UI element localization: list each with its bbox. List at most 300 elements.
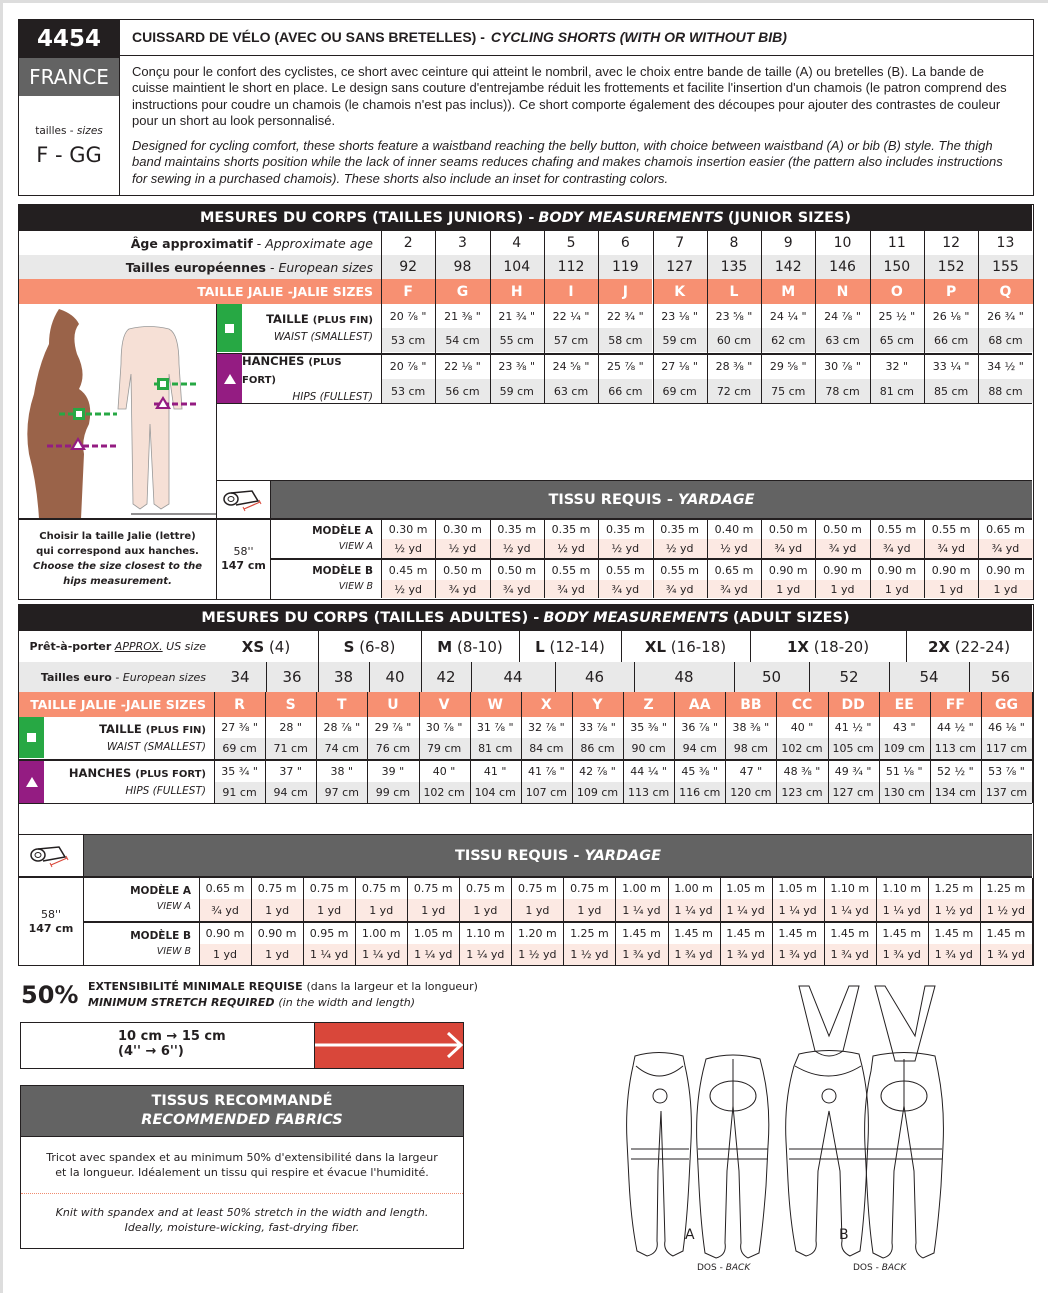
age-cell: 5: [566, 235, 576, 251]
col-divider: [772, 878, 773, 965]
row-divider: [19, 803, 1032, 804]
col-divider: [367, 692, 368, 803]
jalie-size-cell: I: [544, 279, 598, 304]
col-divider: [435, 519, 436, 598]
col-divider: [615, 878, 616, 965]
hips-in-cell: 27 ⅛ ": [661, 360, 698, 373]
fabric-width: 58'' 147 cm: [221, 544, 266, 572]
view-b-front-drawing: [786, 986, 869, 1256]
size-range-block: [19, 96, 119, 195]
age-cell: 13: [996, 235, 1015, 251]
jalie-size-cell: G: [435, 279, 489, 304]
hips-in-cell: 22 ⅛ ": [444, 360, 481, 373]
waist-cm-cell: 81 cm: [470, 738, 521, 759]
waist-cm-cell: 105 cm: [828, 738, 879, 759]
view-a-yards: ¾ yd: [761, 539, 815, 558]
euro-size-cell: 36: [266, 662, 318, 692]
fabrics-title-fr: TISSUS RECOMMANDÉ: [151, 1093, 333, 1109]
view-b-yards: 1 yd: [870, 580, 924, 598]
body-figure-illustration: [19, 304, 216, 519]
waist-in-cell: 26 ⅛ ": [932, 309, 970, 323]
col-divider: [555, 662, 556, 692]
col-divider: [369, 662, 370, 692]
waist-cm-cell: 68 cm: [978, 328, 1032, 352]
jalie-size-cell: S: [265, 692, 316, 717]
view-a-label: MODÈLE A VIEW A: [312, 524, 373, 552]
jalie-size-cell: EE: [879, 692, 930, 717]
view-a-yards: 1 ½ yd: [980, 899, 1032, 921]
col-divider: [720, 878, 721, 965]
euro-size-cell: 155: [978, 255, 1032, 279]
view-a-meters: 0.65 m: [205, 882, 245, 895]
hips-cm-cell: 116 cm: [674, 782, 725, 803]
hips-cm-cell: 113 cm: [623, 782, 674, 803]
view-a-meters: 1.10 m: [830, 882, 870, 895]
col-divider: [761, 231, 762, 403]
view-a-yards: ½ yd: [435, 539, 489, 558]
view-a-meters: 0.35 m: [551, 522, 591, 536]
waist-in-cell: 21 ⅜ ": [444, 309, 481, 323]
col-divider: [824, 878, 825, 965]
view-b-yards: 1 ¾ yd: [928, 944, 980, 965]
view-b-yards: 1 yd: [815, 580, 869, 598]
view-a-meters: 0.35 m: [660, 522, 699, 536]
view-b-label: B: [839, 1227, 849, 1243]
euro-size-cell: 42: [421, 662, 471, 692]
jalie-size-cell: P: [924, 279, 978, 304]
euro-size-label: Tailles européennes - European sizes: [19, 255, 381, 279]
us-size-cell: L (12-14): [535, 637, 605, 656]
stretch-label-fr: EXTENSIBILITÉ MINIMALE REQUISE (dans la largeur et la longueur): [88, 980, 478, 993]
col-divider: [1033, 519, 1034, 598]
col-divider: [1032, 692, 1033, 803]
stretch-percent: 50%: [21, 981, 79, 1009]
view-a-meters: 1.25 m: [934, 882, 974, 895]
jalie-size-cell: Y: [572, 692, 623, 717]
waist-label: TAILLE (PLUS FIN) WAIST (SMALLEST): [99, 721, 206, 753]
description-en: Designed for cycling comfort, these shorts feature a waistband reaching the belly button, with choice between waistband (A) or bib (B) style. The thigh band maintains shorts position while the lack of inner seams reduces chafing and makes chamois insertion easier (the pattern also includes instructions for sewing in a purchased chamois). These shorts also include an inset for contrasting colors.: [132, 137, 1003, 186]
view-a-yards: 1 ¼ yd: [876, 899, 928, 921]
euro-size-cell: 152: [924, 255, 978, 279]
view-a-label: MODÈLE A VIEW A: [130, 885, 191, 912]
col-divider: [251, 878, 252, 965]
euro-size-cell: 50: [734, 662, 809, 692]
col-divider: [598, 519, 599, 598]
jalie-size-cell: Q: [978, 279, 1032, 304]
hips-cm-cell: 94 cm: [265, 782, 316, 803]
view-a-meters: 0.75 m: [465, 882, 505, 895]
col-divider: [707, 231, 708, 403]
col-divider: [809, 662, 810, 692]
waist-in-cell: 44 ½ ": [937, 721, 974, 734]
hips-marker-icon: [19, 761, 44, 803]
view-b-meters: 0.50 m: [443, 563, 482, 577]
hips-in-cell: 53 ⅞ ": [988, 765, 1025, 778]
col-divider: [421, 631, 422, 662]
view-a-yards: ½ yd: [544, 539, 598, 558]
hips-in-cell: 51 ⅛ ": [885, 765, 923, 778]
junior-yardage-title: TISSU REQUIS - YARDAGE: [271, 481, 1032, 518]
view-a-meters: 0.65 m: [986, 522, 1025, 536]
age-cell: 3: [457, 235, 467, 251]
view-b-back-drawing: [865, 986, 944, 1258]
jalie-size-cell: H: [490, 279, 544, 304]
col-divider: [924, 519, 925, 598]
col-divider: [303, 878, 304, 965]
col-divider: [906, 631, 907, 662]
fabric-width: 58'' 147 cm: [28, 907, 74, 935]
view-a-meters: 0.75 m: [570, 882, 609, 895]
jalie-size-cell: J: [598, 279, 652, 304]
col-divider: [511, 878, 512, 965]
waist-cm-cell: 63 cm: [815, 328, 869, 352]
view-b-yards: 1 ¾ yd: [720, 944, 772, 965]
col-divider: [776, 692, 777, 803]
hips-cm-cell: 134 cm: [930, 782, 981, 803]
view-a-meters: 0.30 m: [443, 522, 482, 536]
hips-cm-cell: 66 cm: [598, 379, 652, 403]
col-divider: [969, 662, 970, 692]
waist-cm-cell: 57 cm: [544, 328, 598, 352]
view-b-meters: 0.90 m: [205, 927, 245, 940]
age-cell: 4: [512, 235, 522, 251]
view-a-meters: 1.05 m: [778, 882, 818, 895]
view-b-meters: 1.20 m: [518, 927, 557, 940]
hips-cm-cell: 120 cm: [725, 782, 776, 803]
col-divider: [490, 519, 491, 598]
junior-table-title: MESURES DU CORPS (TAILLES JUNIORS) - BODY MEASUREMENTS (JUNIOR SIZES): [19, 205, 1032, 231]
view-b-meters: 0.90 m: [986, 563, 1025, 577]
waist-in-cell: 30 ⅞ ": [425, 721, 463, 734]
age-cell: 7: [675, 235, 685, 251]
hips-cm-cell: 75 cm: [761, 379, 815, 403]
view-a-yards: ½ yd: [490, 539, 544, 558]
hips-cm-cell: 59 cm: [490, 379, 544, 403]
col-divider: [707, 519, 708, 598]
hips-in-cell: 38 ": [330, 765, 354, 778]
view-a-yards: 1 yd: [251, 899, 303, 921]
view-a-yards: 1 ¼ yd: [772, 899, 824, 921]
euro-size-cell: 119: [598, 255, 652, 279]
col-divider: [634, 662, 635, 692]
col-divider: [870, 231, 871, 403]
euro-size-cell: 146: [815, 255, 869, 279]
waist-cm-cell: 71 cm: [265, 738, 316, 759]
hips-in-cell: 39 ": [381, 765, 405, 778]
view-a-yards: 1 yd: [303, 899, 355, 921]
jalie-size-cell: CC: [776, 692, 827, 717]
waist-cm-cell: 66 cm: [924, 328, 978, 352]
age-cell: 12: [942, 235, 961, 251]
hips-in-cell: 41 ": [483, 765, 507, 778]
jalie-size-cell: FF: [930, 692, 981, 717]
view-a-meters: 0.75 m: [518, 882, 557, 895]
view-a-yards: 1 ½ yd: [928, 899, 980, 921]
view-b-yards: ¾ yd: [490, 580, 544, 598]
col-divider: [563, 878, 564, 965]
col-divider: [924, 231, 925, 403]
country-label: FRANCE: [19, 58, 119, 96]
euro-size-cell: 44: [471, 662, 555, 692]
waist-in-cell: 28 ": [279, 721, 302, 734]
fabrics-text-fr: Tricot avec spandex et au minimum 50% d'extensibilité dans la largeur et la longueur. Idéalement un tissu qui respire et évacue l'humidité.: [21, 1137, 463, 1194]
title-fr: CUISSARD DE VÉLO (AVEC OU SANS BRETELLES) -: [132, 29, 485, 46]
col-divider: [199, 878, 200, 965]
waist-cm-cell: 65 cm: [870, 328, 924, 352]
hips-in-cell: 24 ⅝ ": [552, 360, 590, 373]
waist-in-cell: 23 ⅝ ": [715, 309, 753, 323]
col-divider: [1032, 878, 1033, 965]
waist-label: TAILLE (PLUS FIN) WAIST (SMALLEST): [266, 312, 373, 343]
fabric-roll-icon: [29, 843, 73, 869]
col-divider: [930, 692, 931, 803]
view-a-meters: 1.25 m: [986, 882, 1026, 895]
jalie-size-cell: X: [521, 692, 572, 717]
jalie-size-label: TAILLE JALIE -JALIE SIZES: [19, 692, 214, 717]
col-divider: [519, 631, 520, 662]
hips-cm-cell: 107 cm: [521, 782, 572, 803]
col-divider: [928, 878, 929, 965]
col-divider: [316, 692, 317, 803]
view-a-yards: 1 ¼ yd: [824, 899, 876, 921]
hips-in-cell: 28 ⅜ ": [715, 360, 753, 373]
waist-in-cell: 21 ¾ ": [498, 309, 536, 323]
col-divider: [407, 878, 408, 965]
view-b-meters: 0.55 m: [551, 563, 591, 577]
view-b-meters: 1.25 m: [570, 927, 609, 940]
waist-cm-cell: 113 cm: [930, 738, 981, 759]
col-divider: [734, 662, 735, 692]
waist-in-cell: 36 ⅞ ": [681, 721, 719, 734]
hips-in-cell: 25 ⅞ ": [606, 360, 644, 373]
jalie-size-cell: U: [367, 692, 418, 717]
hips-cm-cell: 63 cm: [544, 379, 598, 403]
col-divider: [521, 692, 522, 803]
euro-size-cell: 127: [653, 255, 707, 279]
view-a-yards: ½ yd: [653, 539, 707, 558]
waist-in-cell: 33 ⅞ ": [579, 721, 616, 734]
view-b-yards: 1 ½ yd: [511, 944, 563, 965]
waist-in-cell: 43 ": [892, 721, 916, 734]
hips-in-cell: 37 ": [279, 765, 302, 778]
view-b-yards: 1 yd: [251, 944, 303, 965]
jalie-size-cell: K: [653, 279, 707, 304]
us-size-cell: M (8-10): [437, 637, 503, 656]
waist-cm-cell: 86 cm: [572, 738, 623, 759]
hips-in-cell: 40 ": [432, 765, 456, 778]
jalie-size-label: TAILLE JALIE -JALIE SIZES: [19, 279, 381, 304]
view-b-yards: 1 yd: [761, 580, 815, 598]
col-divider: [421, 662, 422, 692]
view-a-yards: 1 ¼ yd: [720, 899, 772, 921]
view-b-yards: ½ yd: [381, 580, 435, 598]
stretch-arrow: [315, 1023, 463, 1068]
euro-size-cell: 56: [969, 662, 1032, 692]
waist-in-cell: 20 ⅞ ": [389, 309, 427, 323]
waist-cm-cell: 59 cm: [653, 328, 707, 352]
col-divider: [981, 692, 982, 803]
hips-cm-cell: 123 cm: [776, 782, 827, 803]
age-cell: 10: [833, 235, 852, 251]
waist-cm-cell: 69 cm: [214, 738, 265, 759]
waist-in-cell: 28 ⅞ ": [323, 721, 361, 734]
jalie-size-cell: M: [761, 279, 815, 304]
euro-size-cell: 92: [381, 255, 435, 279]
view-a-meters: 1.00 m: [674, 882, 713, 895]
waist-in-cell: 40 ": [790, 721, 814, 734]
waist-in-cell: 38 ⅜ ": [732, 721, 770, 734]
hips-in-cell: 44 ¼ ": [630, 765, 667, 778]
col-divider: [435, 231, 436, 403]
view-b-yards: 1 ¾ yd: [668, 944, 720, 965]
hips-cm-cell: 81 cm: [870, 379, 924, 403]
front-body-silhouette: [118, 327, 182, 510]
view-a-front-drawing: [627, 1053, 692, 1257]
jalie-size-cell: R: [214, 692, 265, 717]
view-b-label: MODÈLE B VIEW B: [312, 565, 373, 592]
view-a-meters: 1.05 m: [726, 882, 765, 895]
waist-cm-cell: 76 cm: [367, 738, 418, 759]
view-a-yards: ¾ yd: [924, 539, 978, 558]
waist-in-cell: 24 ⅞ ": [824, 309, 861, 323]
view-b-meters: 1.45 m: [986, 927, 1026, 940]
view-b-meters: 1.45 m: [674, 927, 713, 940]
col-divider: [419, 692, 420, 803]
view-a-yards: ¾ yd: [978, 539, 1032, 558]
us-size-cell: 2X (22-24): [927, 637, 1011, 656]
waist-cm-cell: 74 cm: [316, 738, 367, 759]
col-divider: [623, 692, 624, 803]
col-divider: [598, 231, 599, 403]
view-b-yards: 1 ¾ yd: [772, 944, 824, 965]
waist-cm-cell: 98 cm: [725, 738, 776, 759]
view-b-yards: 1 yd: [199, 944, 251, 965]
waist-in-cell: 41 ½ ": [834, 721, 872, 734]
col-divider: [815, 519, 816, 598]
waist-in-cell: 32 ⅞ ": [527, 721, 565, 734]
waist-cm-cell: 79 cm: [419, 738, 470, 759]
waist-cm-cell: 60 cm: [707, 328, 761, 352]
view-a-yards: ¾ yd: [815, 539, 869, 558]
adult-measurements-table: [18, 604, 1034, 966]
view-a-meters: 0.55 m: [931, 522, 971, 536]
view-b-meters: 0.90 m: [823, 563, 862, 577]
view-b-meters: 1.45 m: [622, 927, 661, 940]
hips-cm-cell: 127 cm: [828, 782, 879, 803]
view-b-meters: 0.65 m: [714, 563, 754, 577]
view-b-meters: 0.95 m: [309, 927, 349, 940]
hips-in-cell: 48 ⅜ ": [783, 765, 821, 778]
fabrics-title: [21, 1086, 463, 1137]
jalie-size-cell: T: [316, 692, 367, 717]
fabrics-text-en: Knit with spandex and at least 50% stretch in the width and length. Ideally, moisture-wicking, fast-drying fiber.: [55, 1206, 429, 1234]
hips-in-cell: 42 ⅞ ": [579, 765, 616, 778]
view-b-yards: 1 ¾ yd: [824, 944, 876, 965]
euro-size-cell: 48: [634, 662, 734, 692]
jalie-size-cell: W: [470, 692, 521, 717]
adult-yardage-title: TISSU REQUIS - YARDAGE: [84, 835, 1032, 876]
view-a-meters: 0.75 m: [361, 882, 401, 895]
hips-in-cell: 29 ⅝ ": [769, 360, 807, 373]
junior-measurements-table: [18, 204, 1034, 600]
view-a-meters: 1.10 m: [882, 882, 922, 895]
hips-cm-cell: 109 cm: [572, 782, 623, 803]
col-divider: [761, 519, 762, 598]
us-size-cell: 1X (18-20): [786, 637, 870, 656]
view-a-meters: 0.50 m: [823, 522, 862, 536]
euro-size-label: Tailles euro - European sizes: [19, 662, 214, 692]
header-left-column: [19, 20, 120, 195]
view-b-yards: ¾ yd: [544, 580, 598, 598]
technical-drawings: [603, 971, 1043, 1281]
col-divider: [318, 631, 319, 662]
waist-in-cell: 29 ⅞ ": [374, 721, 412, 734]
hips-cm-cell: 56 cm: [435, 379, 489, 403]
view-b-meters: 1.45 m: [934, 927, 974, 940]
euro-size-cell: 135: [707, 255, 761, 279]
stretch-range-in: (4'' → 6''): [118, 1044, 184, 1059]
view-b-meters: 0.90 m: [877, 563, 917, 577]
waist-in-cell: 26 ¾ ": [987, 309, 1024, 323]
col-divider: [725, 692, 726, 803]
row-divider: [217, 403, 1032, 404]
view-a-meters: 0.75 m: [413, 882, 453, 895]
jalie-size-cell: BB: [725, 692, 776, 717]
col-divider: [978, 231, 979, 403]
col-divider: [318, 662, 319, 692]
hips-cm-cell: 72 cm: [707, 379, 761, 403]
age-cell: 11: [887, 235, 906, 251]
col-divider: [459, 878, 460, 965]
waist-in-cell: 23 ⅛ ": [661, 309, 698, 323]
view-a-meters: 0.75 m: [309, 882, 349, 895]
pattern-number: 4454: [19, 20, 119, 58]
view-b-meters: 1.00 m: [361, 927, 401, 940]
hips-cm-cell: 97 cm: [316, 782, 367, 803]
col-divider: [381, 231, 382, 403]
view-b-meters: 0.45 m: [388, 563, 428, 577]
col-divider: [490, 231, 491, 403]
waist-marker-icon: [217, 304, 242, 352]
view-a-back-drawing: [697, 1055, 769, 1258]
view-a-yards: 1 yd: [459, 899, 511, 921]
waist-cm-cell: 54 cm: [435, 328, 489, 352]
fabric-roll-icon-cell: [19, 835, 83, 876]
view-a-meters: 0.55 m: [877, 522, 917, 536]
view-b-yards: 1 yd: [978, 580, 1032, 598]
recommended-fabrics: [20, 1085, 464, 1249]
hips-in-cell: 23 ⅜ ": [498, 360, 536, 373]
title-en: CYCLING SHORTS (WITH OR WITHOUT BIB): [490, 29, 787, 46]
stretch-range: [21, 1023, 315, 1068]
col-divider: [653, 231, 654, 403]
view-a-yards: 1 yd: [511, 899, 563, 921]
arrow-right-icon: [315, 1023, 463, 1067]
view-a-yards: 1 yd: [563, 899, 615, 921]
col-divider: [978, 519, 979, 598]
waist-in-cell: 31 ⅞ ": [476, 721, 514, 734]
jalie-size-cell: DD: [828, 692, 879, 717]
hips-marker-icon: [217, 354, 242, 403]
view-a-meters: 0.30 m: [388, 522, 428, 536]
age-cell: 9: [783, 235, 793, 251]
waist-marker-icon: [19, 717, 44, 758]
view-a-meters: 0.40 m: [714, 522, 754, 536]
waist-cm-cell: 102 cm: [776, 738, 827, 759]
col-divider: [572, 692, 573, 803]
hips-cm-cell: 91 cm: [214, 782, 265, 803]
view-b-meters: 1.05 m: [413, 927, 453, 940]
